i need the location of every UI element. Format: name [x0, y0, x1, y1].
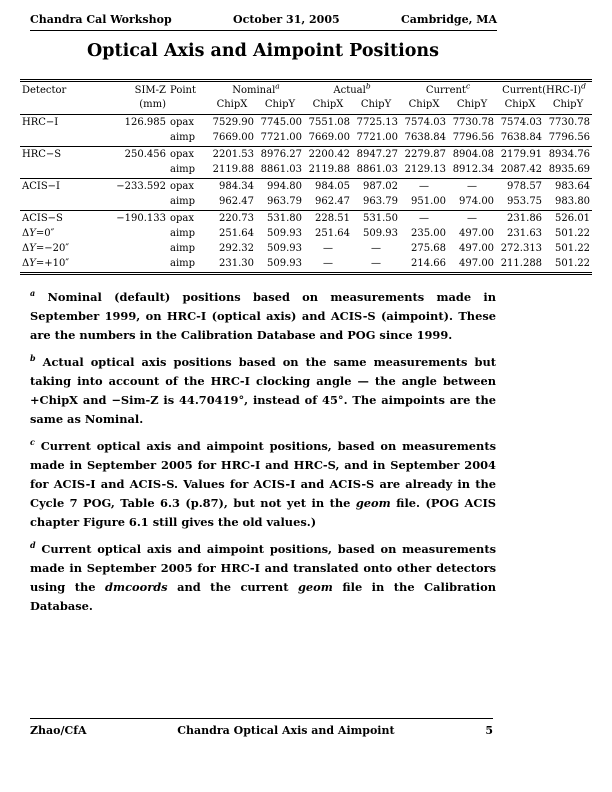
point-cell: opax: [168, 147, 208, 164]
header-workshop: Chandra Cal Workshop: [30, 13, 172, 26]
value-cell: 953.75: [507, 196, 543, 207]
table-header: [20, 81, 592, 115]
value-cell: 272.313: [500, 243, 543, 254]
footer-running-title: Chandra Optical Axis and Aimpoint: [177, 724, 395, 737]
value-cell: 275.68: [411, 243, 447, 254]
group-label-actual: Actual: [333, 85, 366, 96]
value-cell: 974.00: [459, 196, 495, 207]
value-cell: 7574.03: [400, 115, 448, 132]
value-cell: 962.47: [315, 196, 351, 207]
value-cell: 963.79: [363, 196, 399, 207]
col-header-nominal-chipx: ChipX: [208, 98, 256, 115]
value-cell: —: [448, 179, 496, 196]
simz-cell: [104, 257, 168, 274]
simz-cell: [104, 242, 168, 257]
detector-cell: ΔY=+10″: [22, 258, 70, 269]
simz-cell: [104, 195, 168, 211]
col-header-nominal-chipy: ChipY: [256, 98, 304, 115]
table-row: [20, 115, 592, 132]
page-footer: [30, 718, 493, 737]
col-header-actual-chipy: ChipY: [352, 98, 400, 115]
value-cell: 501.22: [555, 258, 591, 269]
detector-cell: [20, 195, 104, 211]
value-cell: 531.50: [352, 211, 400, 228]
value-cell: 251.64: [219, 228, 254, 239]
value-cell: 497.00: [459, 243, 495, 254]
point-cell: opax: [168, 211, 208, 228]
value-cell: 220.73: [208, 211, 256, 228]
detector-cell: HRC−I: [20, 115, 104, 132]
table-row: [20, 131, 592, 147]
value-cell: 231.30: [219, 258, 254, 269]
table-row: [20, 195, 592, 211]
value-cell: 962.47: [219, 196, 254, 207]
footnote-b-marker: b: [30, 353, 36, 364]
col-header-detector: Detector: [22, 85, 67, 96]
value-cell: 509.93: [267, 243, 303, 254]
point-cell: aimp: [170, 196, 196, 207]
value-cell: 8912.34: [452, 164, 495, 175]
footnote-a-text: Nominal (default) positions based on measurements made in September 1999, on HRC-I (optical axis) and ACIS-S (aimpoint). These are the numbers in the Calibration Database and POG since 1999.: [30, 290, 496, 342]
value-cell: 2087.42: [500, 164, 543, 175]
footnote-marker-b: b: [365, 81, 371, 91]
table-row: [20, 147, 592, 164]
value-cell: 7551.08: [304, 115, 352, 132]
value-cell: 978.57: [496, 179, 544, 196]
value-cell: 8947.27: [352, 147, 400, 164]
simz-cell: [104, 131, 168, 147]
simz-cell: [104, 163, 168, 179]
value-cell: 983.80: [555, 196, 591, 207]
value-cell: 7745.00: [256, 115, 304, 132]
value-cell: —: [448, 211, 496, 228]
footnote-d: [30, 540, 496, 616]
table-row: [20, 257, 592, 274]
value-cell: 7638.84: [404, 132, 447, 143]
value-cell: 984.05: [304, 179, 352, 196]
value-cell: 2279.87: [400, 147, 448, 164]
col-header-actual: [304, 81, 400, 99]
value-cell: 501.22: [555, 228, 591, 239]
table-header-row-groups: [20, 81, 592, 99]
detector-cell: ΔY=−20″: [22, 243, 70, 254]
value-cell: 7574.03: [496, 115, 544, 132]
footnote-b-text: Actual optical axis positions based on the same measurements but taking into account of the HRC-I clocking angle — the angle between +ChipX and −Sim-Z is 44.70419°, instead of 45°. The aimpoints are the same as Nominal.: [30, 355, 496, 426]
footnote-d-marker: d: [30, 540, 36, 551]
group-label-current-hrci: Current(HRC-I): [502, 85, 582, 96]
detector-cell: ΔY=0″: [22, 228, 55, 239]
detector-cell: [20, 163, 104, 179]
value-cell: 983.64: [544, 179, 592, 196]
value-cell: 231.63: [507, 228, 543, 239]
value-cell: 994.80: [256, 179, 304, 196]
value-cell: 7638.84: [500, 132, 543, 143]
table-row: [20, 227, 592, 242]
table-row: [20, 163, 592, 179]
point-cell: aimp: [170, 228, 196, 239]
footnote-d-text: Current optical axis and aimpoint positions, based on measurements made in September 2005 for HRC-I and translated onto other detectors using the dmcoords and the current geom file in the Calibration Database.: [30, 542, 496, 613]
footer-author: Zhao/CfA: [30, 724, 87, 737]
value-cell: 501.22: [555, 243, 591, 254]
col-header-actual-chipx: ChipX: [304, 98, 352, 115]
value-cell: 8934.76: [544, 147, 592, 164]
footnote-c-text: Current optical axis and aimpoint positions, based on measurements made in September 2005 for HRC-I and HRC-S, and in September 2004 for ACIS-I and ACIS-S. Values for ACIS-I and ACIS-S are already in the Cycle 7 POG, Table 6.3 (p.87), but not yet in the geom file. (POG ACIS chapter Figure 6.1 still gives the old values.): [30, 439, 496, 529]
value-cell: —: [323, 258, 334, 269]
empty-cell: [168, 98, 208, 115]
col-header-simz: SIM-Z: [134, 85, 166, 96]
value-cell: —: [371, 243, 382, 254]
value-cell: 7669.00: [212, 132, 254, 143]
value-cell: 8904.08: [448, 147, 496, 164]
value-cell: 509.93: [267, 228, 303, 239]
footnote-marker-d: d: [581, 81, 586, 91]
footnote-a-marker: a: [30, 288, 36, 299]
table-body: [20, 115, 592, 274]
value-cell: 963.79: [267, 196, 303, 207]
simz-cell: 250.456: [104, 147, 168, 164]
value-cell: 2200.42: [304, 147, 352, 164]
value-cell: 8861.03: [356, 164, 399, 175]
group-label-current: Current: [425, 85, 466, 96]
value-cell: 7725.13: [352, 115, 400, 132]
value-cell: 214.66: [411, 258, 447, 269]
value-cell: 951.00: [411, 196, 447, 207]
footnote-a: [30, 288, 496, 345]
col-header-point: Point: [170, 85, 197, 96]
value-cell: 2119.88: [308, 164, 351, 175]
value-cell: 228.51: [304, 211, 352, 228]
value-cell: —: [323, 243, 334, 254]
value-cell: 7796.56: [548, 132, 591, 143]
table-row: [20, 242, 592, 257]
detector-cell: ACIS−I: [20, 179, 104, 196]
value-cell: 211.288: [500, 258, 543, 269]
footnotes: [30, 288, 496, 624]
detector-cell: HRC−S: [20, 147, 104, 164]
footer-page-number: 5: [485, 724, 493, 737]
footnote-c-marker: c: [30, 437, 35, 448]
value-cell: 2179.91: [496, 147, 544, 164]
footnote-marker-a: a: [275, 81, 280, 91]
value-cell: 497.00: [459, 258, 495, 269]
value-cell: 509.93: [267, 258, 303, 269]
footnote-b: [30, 353, 496, 429]
value-cell: 8935.69: [548, 164, 591, 175]
value-cell: 7730.78: [544, 115, 592, 132]
col-header-nominal: [208, 81, 304, 99]
value-cell: 509.93: [363, 228, 399, 239]
value-cell: —: [400, 211, 448, 228]
page-header: [30, 13, 497, 31]
point-cell: aimp: [170, 258, 196, 269]
value-cell: 984.34: [208, 179, 256, 196]
value-cell: 7529.90: [208, 115, 256, 132]
value-cell: 7721.00: [356, 132, 399, 143]
value-cell: 7730.78: [448, 115, 496, 132]
col-header-current-chipy: ChipY: [448, 98, 496, 115]
value-cell: 2129.13: [404, 164, 447, 175]
point-cell: aimp: [170, 243, 196, 254]
col-header-current-chipx: ChipX: [400, 98, 448, 115]
simz-cell: −233.592: [104, 179, 168, 196]
value-cell: 2201.53: [208, 147, 256, 164]
value-cell: 526.01: [544, 211, 592, 228]
point-cell: opax: [168, 179, 208, 196]
value-cell: 231.86: [496, 211, 544, 228]
value-cell: —: [371, 258, 382, 269]
detector-cell: ACIS−S: [20, 211, 104, 228]
group-label-nominal: Nominal: [232, 85, 276, 96]
value-cell: 292.32: [219, 243, 254, 254]
footnote-c: [30, 437, 496, 532]
page-title: Optical Axis and Aimpoint Positions: [87, 41, 439, 61]
value-cell: 235.00: [411, 228, 447, 239]
header-location: Cambridge, MA: [401, 13, 497, 26]
value-cell: 7669.00: [308, 132, 351, 143]
simz-cell: −190.133: [104, 211, 168, 228]
value-cell: 251.64: [315, 228, 351, 239]
value-cell: 7796.56: [452, 132, 495, 143]
col-header-current-hrci-chipx: ChipX: [496, 98, 544, 115]
col-header-current-hrci: [496, 81, 592, 99]
value-cell: 8976.27: [256, 147, 304, 164]
value-cell: —: [400, 179, 448, 196]
point-cell: opax: [168, 115, 208, 132]
point-cell: aimp: [170, 132, 196, 143]
table-header-row-units: [20, 98, 592, 115]
value-cell: 531.80: [256, 211, 304, 228]
simz-cell: 126.985: [104, 115, 168, 132]
table-row: [20, 211, 592, 228]
table-row: [20, 179, 592, 196]
col-header-current-hrci-chipy: ChipY: [544, 98, 592, 115]
value-cell: 2119.88: [212, 164, 254, 175]
value-cell: 497.00: [459, 228, 495, 239]
detector-cell: [20, 131, 104, 147]
footnote-marker-c: c: [465, 81, 471, 91]
positions-table: [20, 79, 592, 275]
simz-cell: [104, 227, 168, 242]
value-cell: 987.02: [352, 179, 400, 196]
value-cell: 7721.00: [260, 132, 303, 143]
point-cell: aimp: [170, 164, 196, 175]
empty-cell: [20, 98, 104, 115]
header-date: October 31, 2005: [233, 13, 340, 26]
col-header-simz-units: (mm): [104, 98, 168, 115]
col-header-current: [400, 81, 496, 99]
value-cell: 8861.03: [260, 164, 303, 175]
